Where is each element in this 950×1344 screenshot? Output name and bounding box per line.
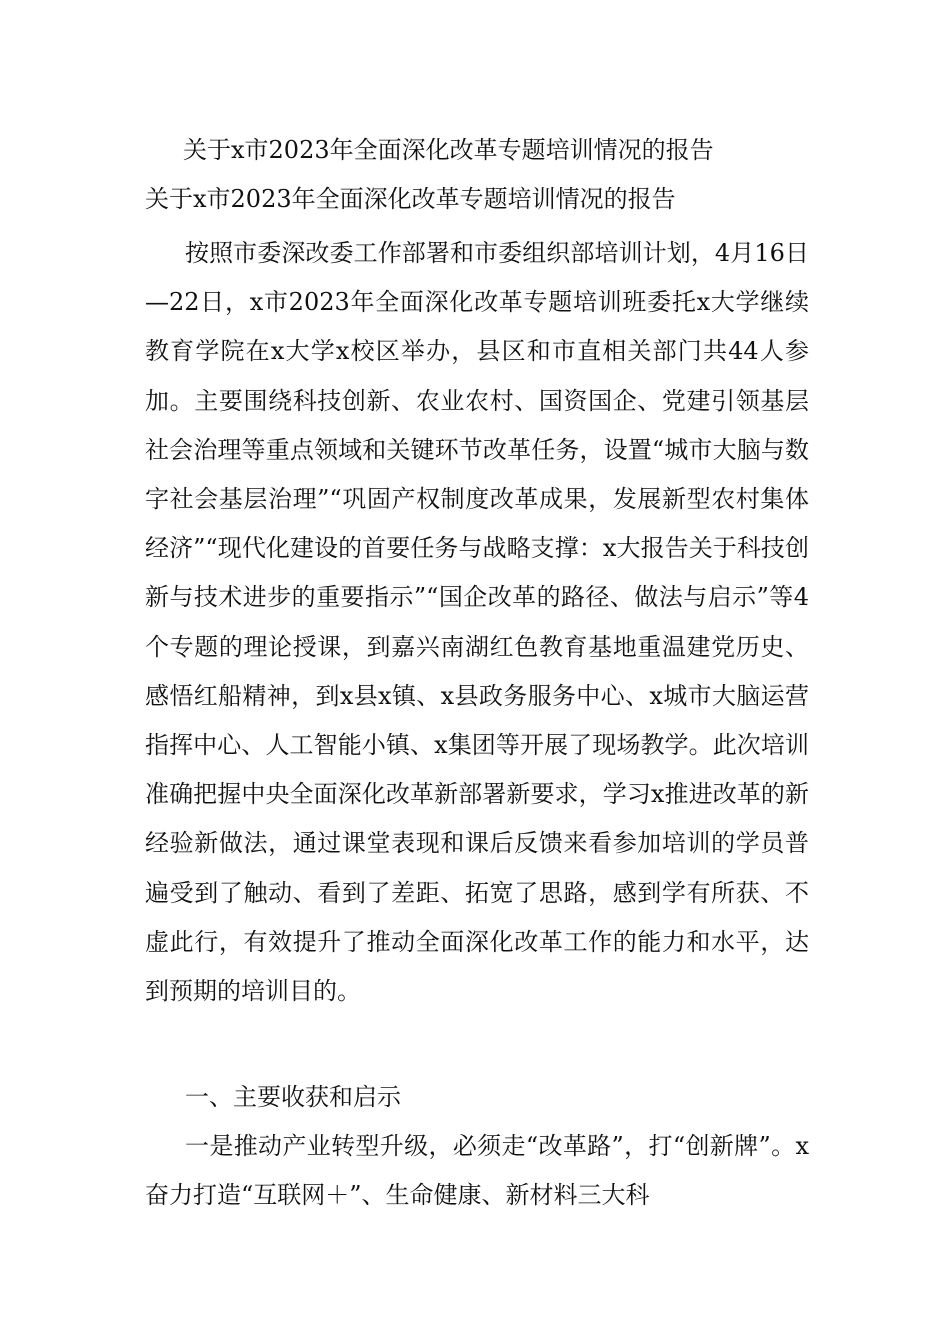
paragraph-point-one: 一是推动产业转型升级，必须走“改革路”，打“创新牌”。x奋力打造“互联网＋”、生命健康、新材料三大科	[145, 1132, 809, 1210]
section-heading: 一、主要收获和启示	[185, 1083, 401, 1111]
document-title-repeat: 关于x市2023年全面深化改革专题培训情况的报告	[145, 185, 676, 213]
document-title: 关于x市2023年全面深化改革专题培训情况的报告	[183, 136, 714, 164]
paragraph-intro: 按照市委深改委工作部署和市委组织部培训计划，4月16日—22日，x市2023年全面深化改革专题培训班委托x大学继续教育学院在x大学x校区举办，县区和市直相关部门共44人参加。主要围绕科技创新、农业农村、国资国企、党建引领基层社会治理等重点领域和关键环节改革任务，设置“城市大脑与数字社会基层治理”“巩固产权制度改革成果，发展新型农村集体经济”“现代化建设的首要任务与战略支撑：x大报告关于科技创新与技术进步的重要指示”“国企改革的路径、做法与启示”等4个专题的理论授课，到嘉兴南湖红色教育基地重温建党历史、感悟红船精神，到x县x镇、x县政务服务中心、x城市大脑运营指挥中心、人工智能小镇、x集团等开展了现场教学。此次培训准确把握中央全面深化改革新部署新要求，学习x推进改革的新经验新做法，通过课堂表现和课后反馈来看参加培训的学员普遍受到了触动、看到了差距、拓宽了思路，感到学有所获、不虚此行，有效提升了推动全面深化改革工作的能力和水平，达到预期的培训目的。	[145, 239, 809, 1006]
